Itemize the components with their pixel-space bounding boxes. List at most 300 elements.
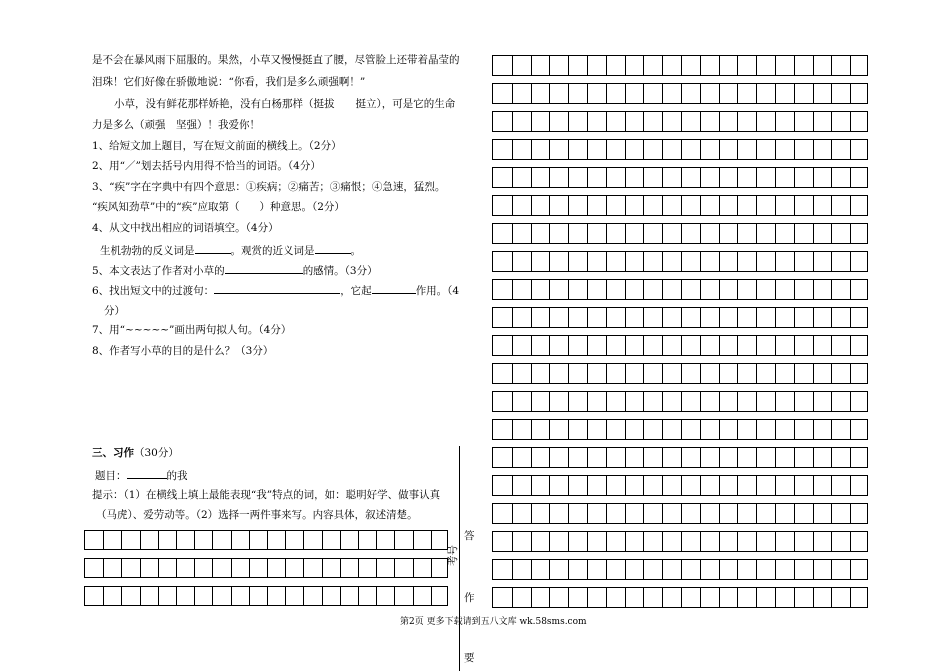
grid-cell-divider: [512, 252, 513, 271]
grid-cell-divider: [662, 280, 663, 299]
grid-cell-divider: [176, 587, 177, 605]
grid-cell-divider: [850, 196, 851, 215]
grid-cell-divider: [643, 392, 644, 411]
grid-cell-divider: [700, 308, 701, 327]
grid-cell-divider: [625, 280, 626, 299]
grid-cell-divider: [719, 504, 720, 523]
feeling-blank[interactable]: [225, 262, 303, 274]
grid-cell-divider: [700, 140, 701, 159]
grid-cell-divider: [794, 420, 795, 439]
grid-cell-divider: [267, 559, 268, 577]
grid-cell-divider: [568, 392, 569, 411]
grid-cell-divider: [681, 112, 682, 131]
question-3-suffix: ）种意思。（2分）: [259, 201, 345, 213]
grid-cell-divider: [662, 84, 663, 103]
grid-cell-divider: [531, 308, 532, 327]
grid-cell-divider: [643, 196, 644, 215]
grid-cell-divider: [606, 560, 607, 579]
grid-cell-divider: [719, 224, 720, 243]
grid-cell-divider: [322, 531, 323, 549]
grid-cell-divider: [775, 168, 776, 187]
grid-cell-divider: [643, 224, 644, 243]
grid-cell-divider: [140, 559, 141, 577]
grid-cell-divider: [831, 308, 832, 327]
grid-cell-divider: [775, 140, 776, 159]
grid-cell-divider: [850, 392, 851, 411]
grid-cell-divider: [775, 280, 776, 299]
grid-cell-divider: [358, 587, 359, 605]
grid-cell-divider: [681, 280, 682, 299]
grid-cell-divider: [794, 504, 795, 523]
question-8: 8、作者写小草的目的是什么？（3分）: [92, 345, 274, 357]
transition-sentence-blank[interactable]: [214, 282, 340, 294]
grid-cell-divider: [549, 560, 550, 579]
grid-cell-divider: [587, 476, 588, 495]
grid-cell-divider: [512, 560, 513, 579]
grid-cell-divider: [756, 84, 757, 103]
grid-cell-divider: [662, 224, 663, 243]
writing-heading-title: 三、习作: [92, 447, 134, 459]
question-5-suffix: 的感情。（3分）: [302, 265, 378, 277]
passage-line-3: 小草，没有鲜花那样娇艳，没有白杨那样（挺拔 挺立），可是它的生命: [114, 98, 456, 110]
grid-cell-divider: [775, 364, 776, 383]
grid-cell-divider: [813, 224, 814, 243]
grid-cell-divider: [662, 560, 663, 579]
grid-cell-divider: [681, 560, 682, 579]
grid-row[interactable]: [492, 587, 868, 608]
grid-cell-divider: [681, 196, 682, 215]
grid-cell-divider: [512, 448, 513, 467]
grid-cell-divider: [549, 476, 550, 495]
grid-cell-divider: [531, 224, 532, 243]
grid-cell-divider: [606, 196, 607, 215]
question-5-prefix: 5、本文表达了作者对小草的: [92, 265, 225, 277]
grid-cell-divider: [719, 588, 720, 607]
question-5: [92, 262, 378, 278]
grid-cell-divider: [794, 336, 795, 355]
grid-cell-divider: [568, 420, 569, 439]
grid-row[interactable]: [492, 223, 868, 244]
grid-cell-divider: [681, 252, 682, 271]
grid-cell-divider: [121, 587, 122, 605]
grid-cell-divider: [643, 364, 644, 383]
grid-cell-divider: [549, 336, 550, 355]
grid-cell-divider: [737, 224, 738, 243]
grid-cell-divider: [606, 280, 607, 299]
grid-cell-divider: [643, 448, 644, 467]
grid-cell-divider: [625, 84, 626, 103]
grid-cell-divider: [512, 392, 513, 411]
grid-cell-divider: [549, 280, 550, 299]
grid-cell-divider: [794, 280, 795, 299]
grid-cell-divider: [681, 392, 682, 411]
grid-row[interactable]: [492, 279, 868, 300]
question-4-prefix: 生机勃勃的反义词是: [100, 245, 195, 257]
grid-cell-divider: [606, 56, 607, 75]
grid-cell-divider: [103, 559, 104, 577]
grid-cell-divider: [625, 168, 626, 187]
grid-cell-divider: [700, 56, 701, 75]
grid-cell-divider: [662, 392, 663, 411]
grid-cell-divider: [737, 196, 738, 215]
grid-cell-divider: [756, 532, 757, 551]
topic-blank[interactable]: [127, 467, 167, 479]
grid-cell-divider: [756, 252, 757, 271]
grid-cell-divider: [285, 587, 286, 605]
question-4-end: 。: [350, 245, 361, 257]
grid-cell-divider: [831, 336, 832, 355]
grid-row[interactable]: [492, 111, 868, 132]
grid-cell-divider: [775, 392, 776, 411]
grid-cell-divider: [431, 559, 432, 577]
grid-cell-divider: [850, 588, 851, 607]
grid-cell-divider: [813, 112, 814, 131]
grid-cell-divider: [662, 168, 663, 187]
grid-cell-divider: [568, 336, 569, 355]
grid-cell-divider: [831, 532, 832, 551]
grid-cell-divider: [431, 531, 432, 549]
grid-cell-divider: [700, 168, 701, 187]
grid-cell-divider: [267, 531, 268, 549]
writing-topic-prefix: 题目：: [95, 470, 127, 482]
grid-cell-divider: [756, 364, 757, 383]
grid-cell-divider: [775, 476, 776, 495]
writing-hint-line-1: 提示：（1）在横线上填上最能表现“我”特点的词，如：聪明好学、做事认真: [92, 489, 441, 501]
grid-cell-divider: [831, 168, 832, 187]
grid-cell-divider: [737, 504, 738, 523]
grid-cell-divider: [756, 56, 757, 75]
grid-cell-divider: [737, 476, 738, 495]
grid-cell-divider: [643, 560, 644, 579]
grid-cell-divider: [267, 587, 268, 605]
grid-cell-divider: [340, 559, 341, 577]
grid-cell-divider: [394, 587, 395, 605]
grid-cell-divider: [794, 112, 795, 131]
grid-cell-divider: [606, 364, 607, 383]
grid-cell-divider: [606, 112, 607, 131]
question-3-line-2: [92, 200, 345, 214]
grid-row[interactable]: [492, 251, 868, 272]
grid-cell-divider: [831, 56, 832, 75]
grid-cell-divider: [358, 531, 359, 549]
grid-cell-divider: [681, 168, 682, 187]
grid-cell-divider: [719, 364, 720, 383]
right-writing-grid[interactable]: [492, 55, 868, 615]
grid-cell-divider: [606, 308, 607, 327]
grid-cell-divider: [643, 252, 644, 271]
grid-cell-divider: [737, 168, 738, 187]
grid-cell-divider: [568, 168, 569, 187]
grid-row[interactable]: [84, 558, 448, 578]
grid-cell-divider: [512, 280, 513, 299]
grid-row[interactable]: [492, 391, 868, 412]
grid-cell-divider: [358, 559, 359, 577]
writing-topic: [95, 467, 188, 483]
grid-row[interactable]: [492, 83, 868, 104]
grid-cell-divider: [737, 112, 738, 131]
grid-cell-divider: [512, 196, 513, 215]
grid-cell-divider: [794, 476, 795, 495]
grid-cell-divider: [700, 420, 701, 439]
grid-row[interactable]: [492, 475, 868, 496]
grid-cell-divider: [212, 531, 213, 549]
grid-cell-divider: [549, 56, 550, 75]
grid-cell-divider: [568, 56, 569, 75]
grid-cell-divider: [568, 112, 569, 131]
grid-cell-divider: [775, 420, 776, 439]
grid-cell-divider: [512, 588, 513, 607]
grid-cell-divider: [700, 336, 701, 355]
binding-char-yao: 要: [464, 652, 475, 664]
grid-row[interactable]: [492, 195, 868, 216]
grid-cell-divider: [249, 531, 250, 549]
grid-cell-divider: [587, 56, 588, 75]
grid-cell-divider: [549, 448, 550, 467]
writing-heading: [92, 446, 179, 460]
grid-cell-divider: [775, 56, 776, 75]
grid-cell-divider: [231, 559, 232, 577]
grid-cell-divider: [775, 448, 776, 467]
grid-cell-divider: [413, 559, 414, 577]
grid-row[interactable]: [492, 559, 868, 580]
question-7: 7、用“~~~~~”画出两句拟人句。（4分）: [92, 324, 292, 336]
grid-cell-divider: [813, 84, 814, 103]
grid-cell-divider: [512, 420, 513, 439]
grid-cell-divider: [775, 252, 776, 271]
grid-cell-divider: [719, 476, 720, 495]
grid-cell-divider: [625, 392, 626, 411]
grid-cell-divider: [606, 504, 607, 523]
grid-cell-divider: [587, 168, 588, 187]
grid-cell-divider: [568, 364, 569, 383]
grid-cell-divider: [794, 140, 795, 159]
grid-cell-divider: [719, 140, 720, 159]
grid-row[interactable]: [492, 363, 868, 384]
grid-cell-divider: [587, 280, 588, 299]
grid-cell-divider: [719, 448, 720, 467]
grid-cell-divider: [662, 336, 663, 355]
grid-cell-divider: [756, 168, 757, 187]
grid-cell-divider: [512, 504, 513, 523]
grid-cell-divider: [794, 532, 795, 551]
grid-cell-divider: [158, 587, 159, 605]
grid-cell-divider: [794, 224, 795, 243]
grid-cell-divider: [700, 364, 701, 383]
grid-cell-divider: [643, 280, 644, 299]
grid-cell-divider: [531, 532, 532, 551]
grid-cell-divider: [813, 588, 814, 607]
grid-cell-divider: [625, 56, 626, 75]
grid-cell-divider: [813, 252, 814, 271]
grid-cell-divider: [794, 392, 795, 411]
grid-row[interactable]: [492, 503, 868, 524]
grid-cell-divider: [512, 56, 513, 75]
grid-cell-divider: [681, 56, 682, 75]
grid-cell-divider: [850, 280, 851, 299]
grid-cell-divider: [850, 168, 851, 187]
grid-cell-divider: [549, 112, 550, 131]
grid-cell-divider: [831, 420, 832, 439]
grid-cell-divider: [719, 168, 720, 187]
grid-cell-divider: [681, 224, 682, 243]
grid-cell-divider: [587, 140, 588, 159]
grid-cell-divider: [719, 280, 720, 299]
grid-row[interactable]: [84, 530, 448, 550]
grid-cell-divider: [549, 364, 550, 383]
grid-cell-divider: [756, 420, 757, 439]
grid-row[interactable]: [492, 55, 868, 76]
grid-cell-divider: [587, 252, 588, 271]
grid-cell-divider: [700, 532, 701, 551]
grid-cell-divider: [681, 448, 682, 467]
grid-cell-divider: [850, 336, 851, 355]
antonym-blank[interactable]: [195, 242, 231, 254]
grid-cell-divider: [662, 364, 663, 383]
grid-cell-divider: [737, 392, 738, 411]
grid-row[interactable]: [492, 167, 868, 188]
binding-char-da: 答: [464, 530, 475, 542]
grid-cell-divider: [606, 252, 607, 271]
grid-cell-divider: [662, 140, 663, 159]
grid-cell-divider: [625, 336, 626, 355]
grid-cell-divider: [606, 392, 607, 411]
grid-cell-divider: [775, 532, 776, 551]
grid-cell-divider: [512, 168, 513, 187]
grid-cell-divider: [322, 587, 323, 605]
question-3-prefix: “疾风知劲草”中的“疾”应取第（: [92, 201, 240, 213]
grid-cell-divider: [719, 420, 720, 439]
grid-cell-divider: [549, 392, 550, 411]
grid-cell-divider: [512, 84, 513, 103]
grid-cell-divider: [531, 252, 532, 271]
grid-cell-divider: [756, 448, 757, 467]
grid-cell-divider: [831, 476, 832, 495]
grid-cell-divider: [700, 224, 701, 243]
grid-cell-divider: [756, 112, 757, 131]
grid-cell-divider: [531, 364, 532, 383]
grid-cell-divider: [681, 504, 682, 523]
grid-cell-divider: [121, 531, 122, 549]
grid-cell-divider: [662, 448, 663, 467]
grid-cell-divider: [158, 559, 159, 577]
grid-cell-divider: [700, 280, 701, 299]
grid-cell-divider: [643, 476, 644, 495]
grid-cell-divider: [643, 420, 644, 439]
grid-row[interactable]: [84, 586, 448, 606]
question-6-middle: ，它起: [340, 285, 372, 297]
question-6: [92, 282, 459, 298]
grid-cell-divider: [756, 336, 757, 355]
grid-cell-divider: [643, 168, 644, 187]
grid-cell-divider: [850, 84, 851, 103]
grid-cell-divider: [850, 448, 851, 467]
grid-cell-divider: [850, 364, 851, 383]
grid-cell-divider: [794, 308, 795, 327]
grid-cell-divider: [158, 531, 159, 549]
grid-row[interactable]: [492, 447, 868, 468]
grid-cell-divider: [303, 559, 304, 577]
grid-cell-divider: [775, 308, 776, 327]
writing-heading-points: （30分）: [134, 447, 179, 459]
grid-cell-divider: [794, 56, 795, 75]
grid-cell-divider: [568, 532, 569, 551]
grid-cell-divider: [625, 308, 626, 327]
grid-cell-divider: [231, 531, 232, 549]
grid-cell-divider: [625, 532, 626, 551]
grid-cell-divider: [700, 504, 701, 523]
grid-cell-divider: [606, 224, 607, 243]
left-writing-grid[interactable]: [84, 530, 448, 612]
grid-cell-divider: [700, 84, 701, 103]
grid-cell-divider: [625, 252, 626, 271]
grid-cell-divider: [587, 448, 588, 467]
grid-cell-divider: [606, 588, 607, 607]
grid-cell-divider: [512, 224, 513, 243]
grid-cell-divider: [531, 420, 532, 439]
grid-cell-divider: [625, 224, 626, 243]
grid-cell-divider: [568, 308, 569, 327]
grid-row[interactable]: [492, 531, 868, 552]
grid-cell-divider: [775, 336, 776, 355]
grid-cell-divider: [587, 504, 588, 523]
grid-cell-divider: [531, 560, 532, 579]
grid-cell-divider: [512, 336, 513, 355]
grid-row[interactable]: [492, 419, 868, 440]
grid-cell-divider: [775, 560, 776, 579]
grid-cell-divider: [794, 252, 795, 271]
grid-cell-divider: [606, 140, 607, 159]
grid-cell-divider: [700, 476, 701, 495]
synonym-blank[interactable]: [315, 242, 351, 254]
grid-cell-divider: [737, 532, 738, 551]
grid-cell-divider: [531, 336, 532, 355]
grid-cell-divider: [681, 476, 682, 495]
grid-cell-divider: [756, 196, 757, 215]
grid-row[interactable]: [492, 335, 868, 356]
grid-cell-divider: [531, 56, 532, 75]
grid-cell-divider: [643, 588, 644, 607]
grid-cell-divider: [587, 336, 588, 355]
grid-cell-divider: [756, 588, 757, 607]
grid-cell-divider: [737, 420, 738, 439]
grid-cell-divider: [606, 476, 607, 495]
grid-cell-divider: [606, 336, 607, 355]
grid-cell-divider: [681, 308, 682, 327]
grid-row[interactable]: [492, 307, 868, 328]
grid-cell-divider: [549, 504, 550, 523]
grid-cell-divider: [643, 84, 644, 103]
grid-cell-divider: [813, 392, 814, 411]
grid-cell-divider: [813, 364, 814, 383]
grid-cell-divider: [662, 476, 663, 495]
grid-cell-divider: [606, 532, 607, 551]
grid-cell-divider: [850, 420, 851, 439]
grid-cell-divider: [194, 531, 195, 549]
grid-cell-divider: [737, 140, 738, 159]
question-6-continued: 分）: [104, 305, 125, 317]
function-blank[interactable]: [372, 282, 416, 294]
grid-row[interactable]: [492, 139, 868, 160]
grid-cell-divider: [813, 56, 814, 75]
grid-cell-divider: [756, 476, 757, 495]
grid-cell-divider: [549, 84, 550, 103]
grid-cell-divider: [549, 588, 550, 607]
grid-cell-divider: [625, 504, 626, 523]
grid-cell-divider: [850, 532, 851, 551]
grid-cell-divider: [775, 224, 776, 243]
question-4-middle: 。观赏的近义词是: [230, 245, 315, 257]
grid-cell-divider: [662, 504, 663, 523]
